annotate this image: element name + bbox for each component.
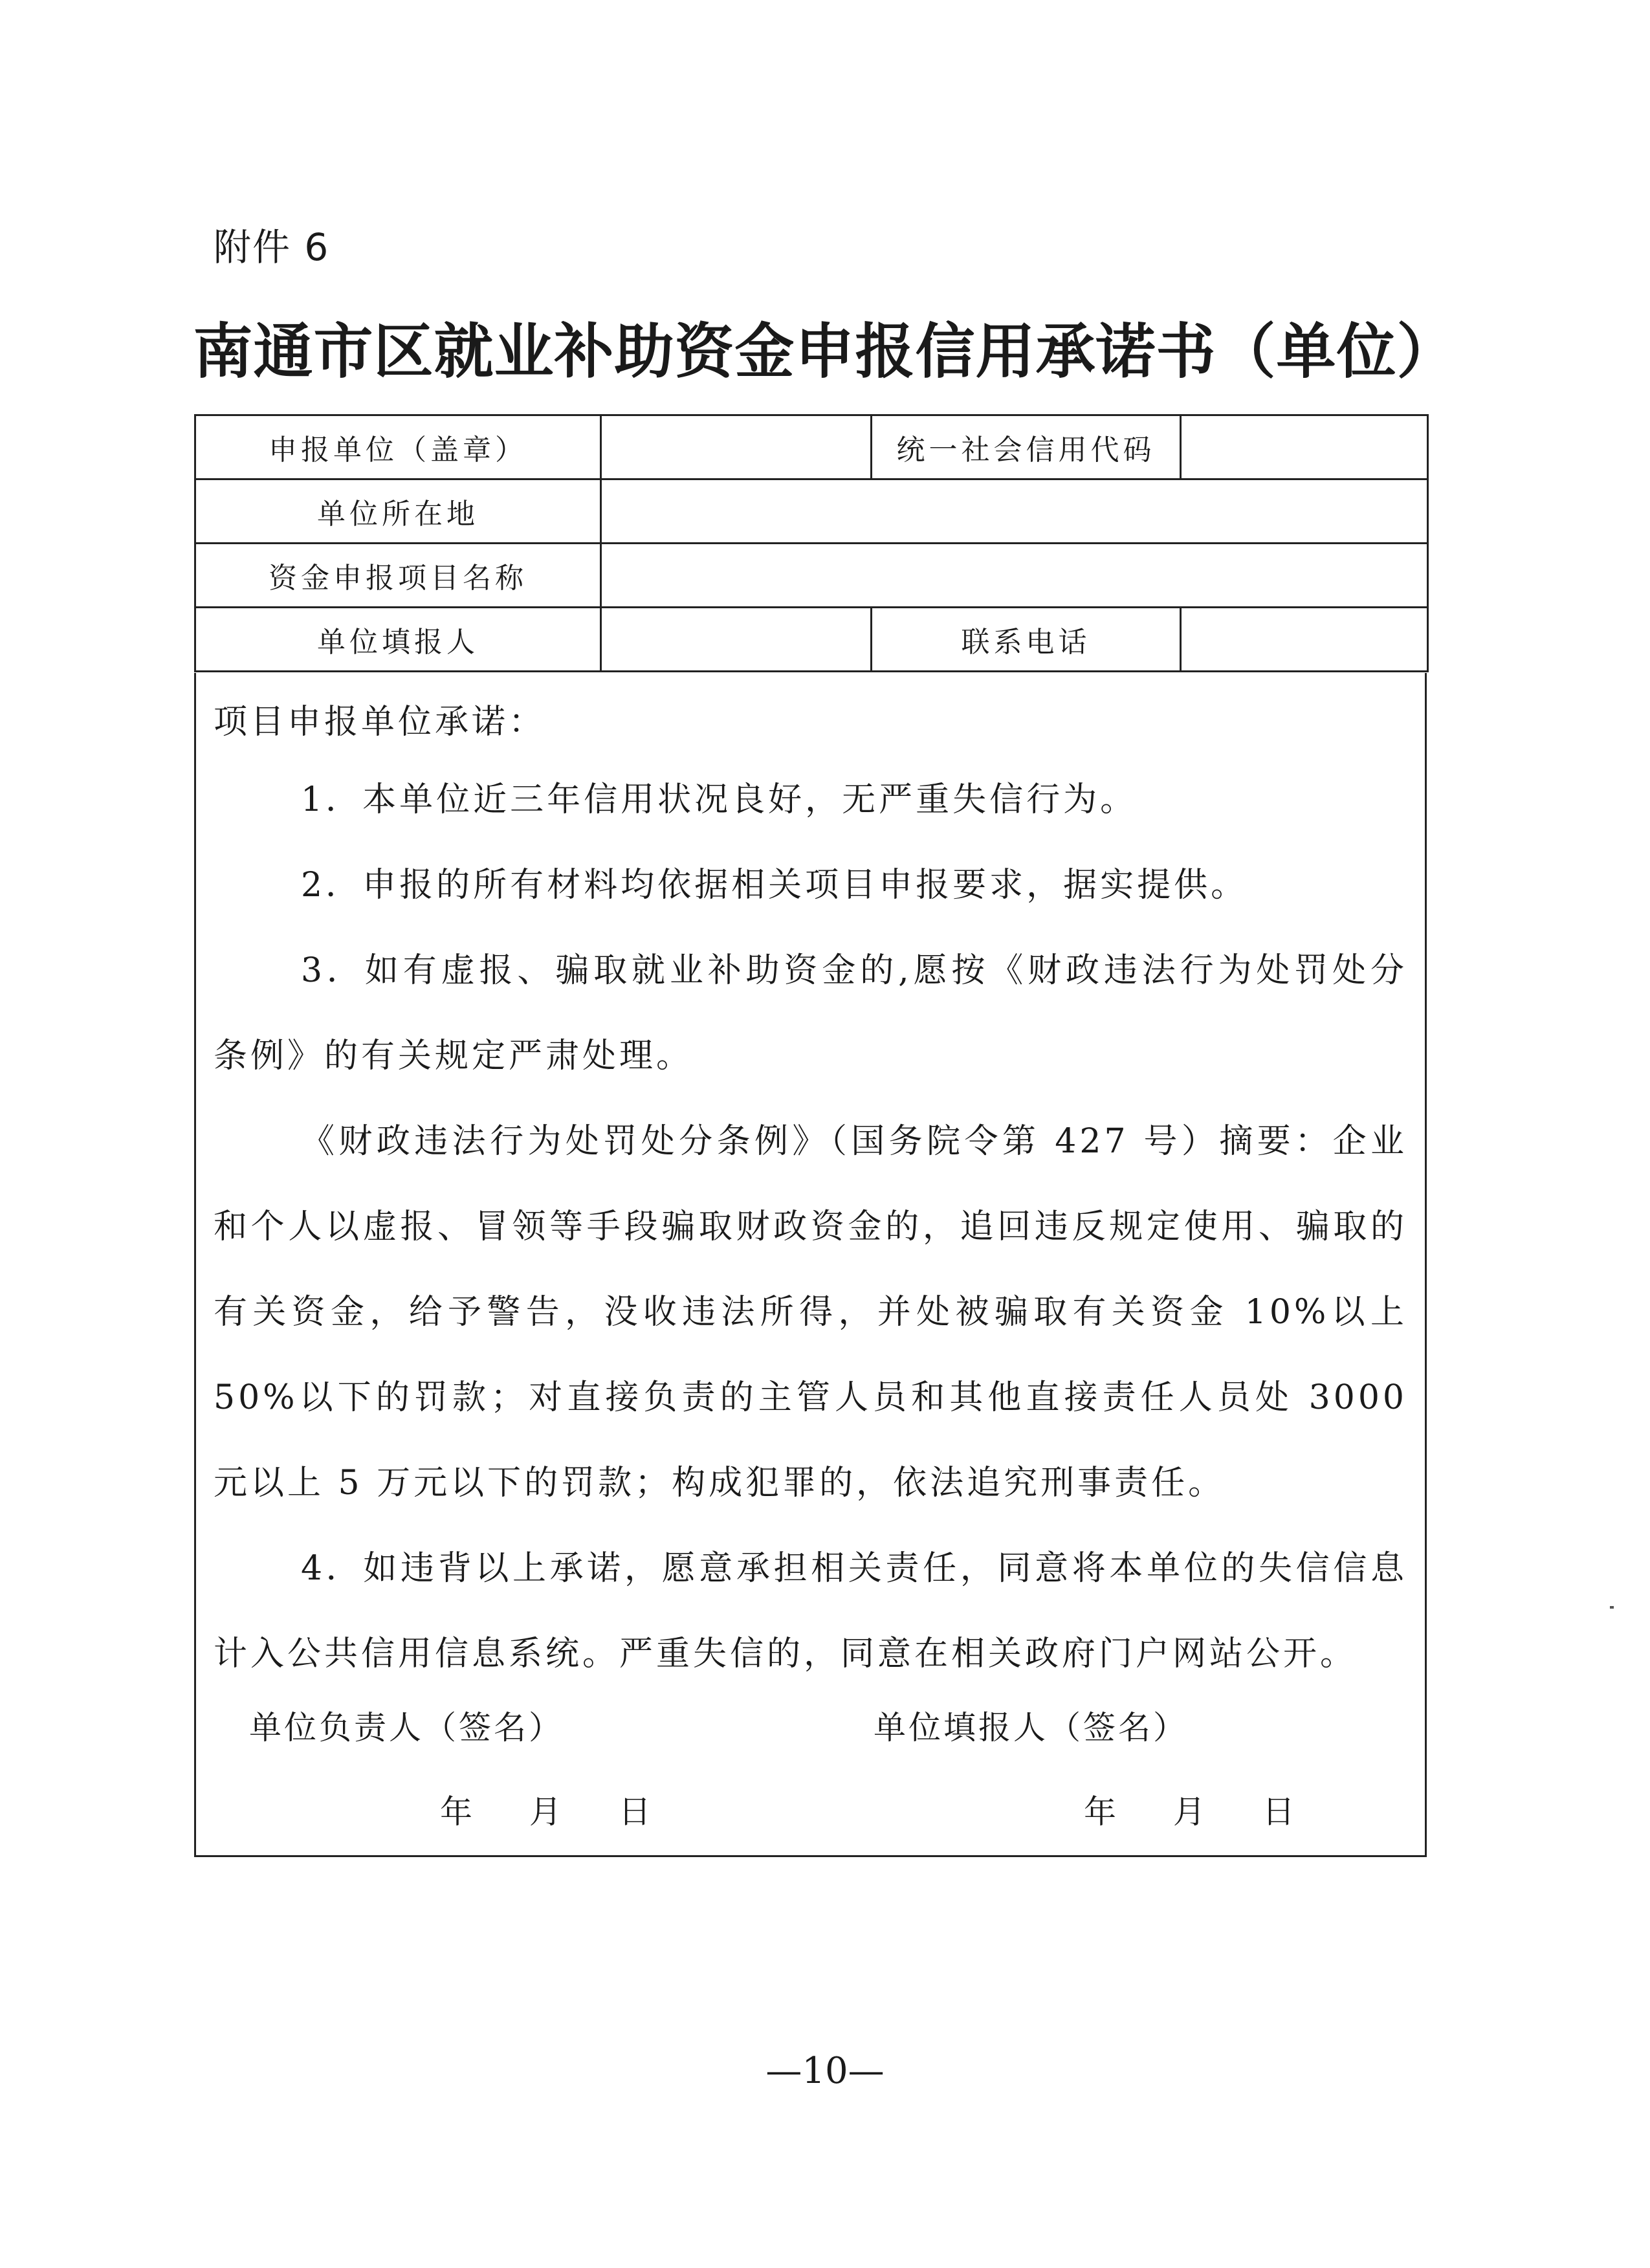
pledge-body xyxy=(214,757,1407,1697)
date-left xyxy=(440,1786,698,1833)
date-month: 月 xyxy=(529,1793,562,1831)
date-day: 日 xyxy=(1262,1793,1295,1831)
date-year: 年 xyxy=(440,1793,472,1831)
regulation-excerpt: 《财政违法行为处罚处分条例》（国务院令第 427 号）摘要：企业和个人以虚报、冒领等手段骗取财政资金的，追回违反规定使用、骗取的有关资金，给予警告，没收违法所得，并处被骗取有关资金 10%以上 50%以下的罚款；对直接负责的主管人员和其他直接责任人员处 3000 元以上 5 万元以下的罚款；构成犯罪的，依法追究刑事责任。 xyxy=(214,1122,1407,1503)
table-row xyxy=(195,608,1428,672)
date-year: 年 xyxy=(1084,1793,1116,1831)
filler-field[interactable] xyxy=(601,608,872,672)
attachment-label: 附件 6 xyxy=(214,225,330,269)
unit-address-label: 单位所在地 xyxy=(195,479,601,544)
credit-code-label: 统一社会信用代码 xyxy=(872,415,1181,479)
project-name-field[interactable] xyxy=(601,544,1428,608)
table-row xyxy=(195,415,1428,479)
phone-field[interactable] xyxy=(1181,608,1428,672)
pledge-item-1: 1．本单位近三年信用状况良好，无严重失信行为。 xyxy=(301,780,1138,819)
applicant-unit-label: 申报单位（盖章） xyxy=(195,415,601,479)
table-row xyxy=(195,544,1428,608)
applicant-info-table xyxy=(194,414,1429,672)
pledge-heading: 项目申报单位承诺： xyxy=(214,703,546,742)
page-number: —10— xyxy=(765,2050,885,2092)
date-day: 日 xyxy=(618,1793,651,1831)
applicant-unit-field[interactable] xyxy=(601,415,872,479)
credit-code-field[interactable] xyxy=(1181,415,1428,479)
project-name-label: 资金申报项目名称 xyxy=(195,544,601,608)
pledge-item-3: 3．如有虚报、骗取就业补助资金的,愿按《财政违法行为处罚处分条例》的有关规定严肃处理。 xyxy=(214,951,1407,1075)
filler-signature-label: 单位填报人（签名） xyxy=(874,1709,1188,1746)
responsible-person-signature-label: 单位负责人（签名） xyxy=(249,1709,564,1746)
pledge-item-2: 2．申报的所有材料均依据相关项目申报要求，据实提供。 xyxy=(301,866,1248,905)
table-row xyxy=(195,479,1428,544)
filler-label: 单位填报人 xyxy=(195,608,601,672)
pledge-item-4: 4．如违背以上承诺，愿意承担相关责任，同意将本单位的失信信息计入公共信用信息系统。严重失信的，同意在相关政府门户网站公开。 xyxy=(214,1549,1407,1673)
date-month: 月 xyxy=(1172,1793,1205,1831)
unit-address-field[interactable] xyxy=(601,479,1428,544)
page-title: 南通市区就业补助资金申报信用承诺书（单位） xyxy=(193,317,1457,386)
phone-label: 联系电话 xyxy=(872,608,1181,672)
scan-mark xyxy=(1610,1606,1614,1609)
date-right xyxy=(1084,1786,1341,1833)
